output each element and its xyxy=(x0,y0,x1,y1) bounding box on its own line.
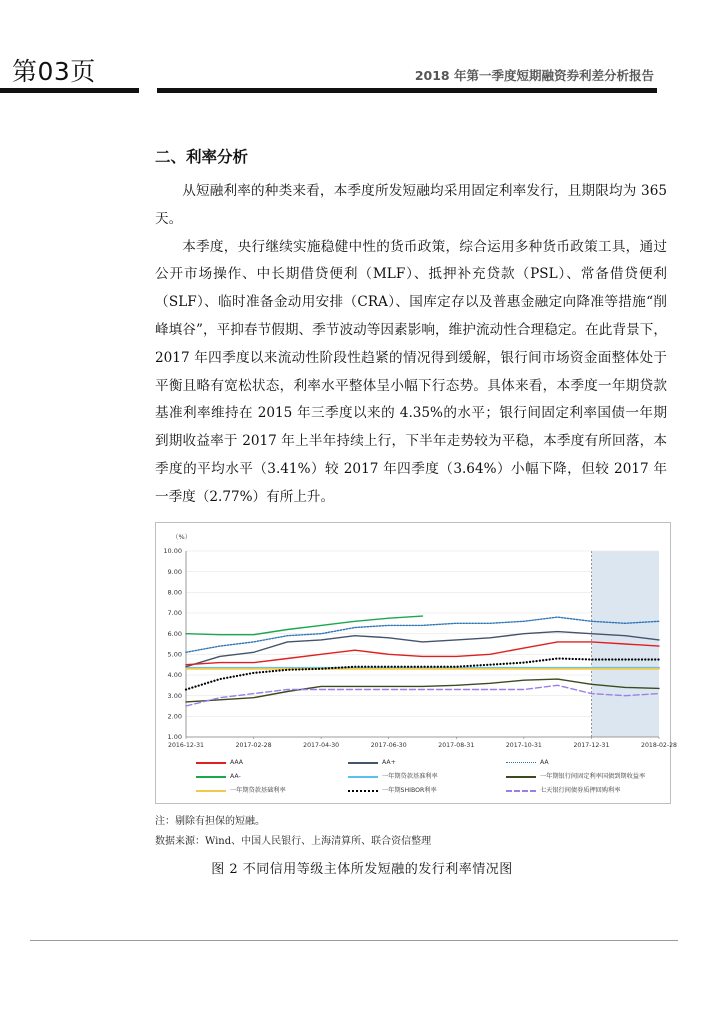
rate-chart xyxy=(155,522,677,804)
legend-swatch xyxy=(348,776,378,778)
legend-label: AA+ xyxy=(382,759,396,766)
y-tick-label: 2.00 xyxy=(167,712,182,721)
header-rule-left xyxy=(0,88,139,93)
legend-label: AA- xyxy=(230,773,241,780)
series-line-7 xyxy=(186,659,659,690)
legend-label: 一年期SHIBOR利率 xyxy=(382,787,437,794)
y-tick-label: 8.00 xyxy=(167,588,182,597)
y-tick-label: 4.00 xyxy=(167,671,182,680)
legend-swatch xyxy=(196,776,226,778)
body-text xyxy=(155,178,667,512)
chart-legend xyxy=(156,755,670,801)
legend-label: 一年期贷款基准利率 xyxy=(382,773,438,780)
chart-plot xyxy=(156,523,677,755)
chart-note: 注：剔除有担保的短融。 xyxy=(155,816,265,827)
paragraph: 从短融利率的种类来看，本季度所发短融均采用固定利率发行，且期限均为 365 天。 xyxy=(155,183,667,227)
y-tick-label: 6.00 xyxy=(167,629,182,638)
figure-caption: 图 2 不同信用等级主体所发短融的发行利率情况图 xyxy=(211,862,513,877)
y-tick-label: 1.00 xyxy=(167,733,182,742)
y-tick-label: 5.00 xyxy=(167,650,182,659)
legend-label: 一年期贷款基础利率 xyxy=(230,787,286,794)
legend-swatch xyxy=(506,762,536,763)
y-tick-label: 7.00 xyxy=(167,609,182,618)
series-line-1 xyxy=(186,632,659,667)
y-tick-label: 3.00 xyxy=(167,691,182,700)
x-tick-label: 2017-06-30 xyxy=(370,742,407,749)
report-title: 2018 年第一季度短期融资券利差分析报告 xyxy=(414,68,654,83)
x-tick-label: 2017-10-31 xyxy=(505,742,542,749)
legend-swatch xyxy=(196,762,226,764)
y-tick-label: 9.00 xyxy=(167,567,182,576)
legend-swatch xyxy=(506,776,536,778)
legend-swatch xyxy=(348,790,378,792)
legend-swatch xyxy=(196,790,226,792)
page-number: 第03页 xyxy=(12,57,96,86)
legend-swatch xyxy=(348,762,378,764)
legend-label: AA xyxy=(540,759,549,766)
legend-label: 一年期银行间固定利率国债到期收益率 xyxy=(540,773,646,780)
x-tick-label: 2017-12-31 xyxy=(573,742,610,749)
x-tick-label: 2016-12-31 xyxy=(168,742,204,749)
legend-label: 七天银行间债券质押回购利率 xyxy=(540,787,621,794)
x-tick-label: 2017-04-30 xyxy=(303,742,340,749)
section-title: 二、利率分析 xyxy=(155,148,249,166)
x-tick-label: 2017-08-31 xyxy=(438,742,475,749)
series-line-5 xyxy=(186,679,659,702)
legend-label: AAA xyxy=(230,759,244,766)
footer-rule xyxy=(30,940,678,941)
x-tick-label: 2017-02-28 xyxy=(235,742,272,749)
header-rule-right xyxy=(157,88,657,93)
y-tick-label: 10.00 xyxy=(163,547,182,556)
series-line-0 xyxy=(186,642,659,665)
paragraph: 本季度，央行继续实施稳健中性的货币政策，综合运用多种货币政策工具，通过公开市场操作、中长期借贷便利（MLF）、抵押补充贷款（PSL）、常备借贷便利（SLF）、临时准备金动用安排（CRA）、国库定存以及普惠金融定向降准等措施“削峰填谷”，平抑春节假期、季节波动等因素影响，维护流动性合理稳定。在此背景下，2017 年四季度以来流动性阶段性趋紧的情况得到缓解，银行间市场资金面整体处于平衡且略有宽松状态，利率水平整体呈小幅下行态势。具体来看，本季度一年期贷款基准利率维持在 2015 年三季度以来的 4.35%的水平；银行间固定利率国债一年期到期收益率于 2017 年上半年持续上行，下半年走势较为平稳，本季度有所回落，本季度的平均水平（3.41%）较 2017 年四季度（3.64%）小幅下降，但较 2017 年一季度（2.77%）有所上升。 xyxy=(155,238,667,505)
x-tick-label: 2018-02-28 xyxy=(641,742,677,749)
unit-label: （%） xyxy=(172,533,192,541)
data-source: 数据来源：Wind、中国人民银行、上海清算所、联合资信整理 xyxy=(155,836,432,847)
legend-swatch xyxy=(506,790,536,792)
